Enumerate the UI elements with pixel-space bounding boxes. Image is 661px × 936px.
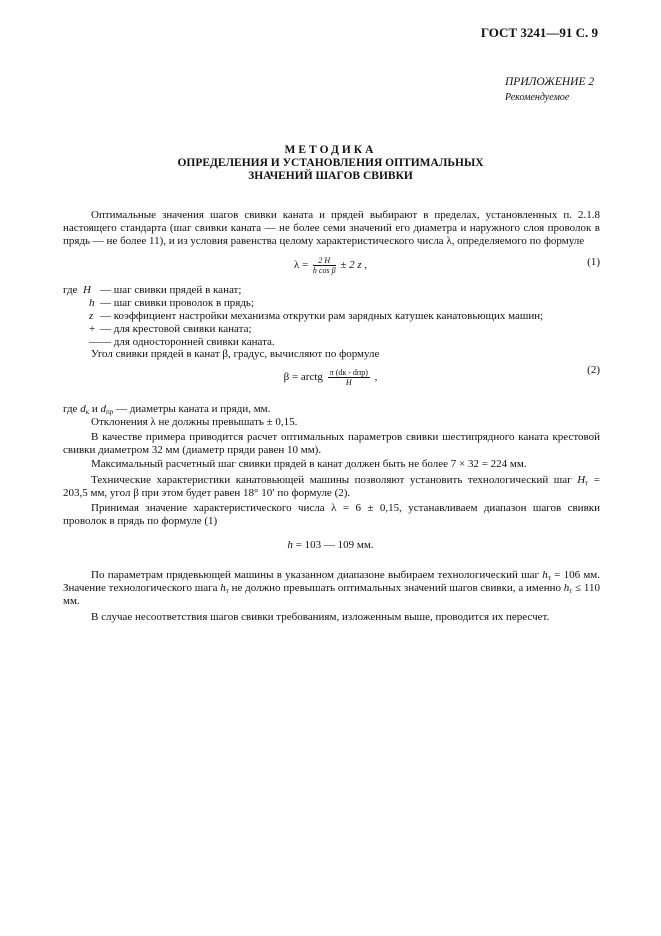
formula-2-lhs: β = arctg: [283, 371, 323, 384]
definition: — для односторонней свивки каната.: [100, 336, 275, 348]
title-line-1: МЕТОДИКА: [284, 144, 377, 156]
subscript: т: [547, 574, 551, 582]
document-reference: ГОСТ 3241—91 С. 9: [480, 25, 598, 40]
text: Технические характеристики канатовьющей машины позволяют установить технологический шаг: [91, 474, 572, 486]
formula-1-denominator: h cos β: [312, 266, 336, 275]
text: не должно превышать оптимальных значений шагов свивки, а именно: [231, 582, 561, 594]
definition: — коэффициент настройки механизма открутки рам зарядных катушек канатовьющих машин;: [100, 310, 544, 322]
paragraph-angle: Угол свивки прядей в канат β, градус, вычисляют по формуле: [91, 348, 380, 360]
subscript: т: [225, 587, 229, 595]
where-prefix: где: [63, 403, 78, 415]
symbol: d: [100, 403, 106, 415]
definition: — шаг свивки прядей в канат;: [100, 284, 242, 296]
formula-2-number: (2): [587, 364, 600, 376]
symbol: h: [287, 539, 293, 551]
formula-2-fraction: [328, 368, 370, 387]
where-item: [63, 284, 600, 297]
symbol: h: [89, 297, 95, 309]
symbol: H: [82, 284, 91, 296]
formula-1: [0, 256, 661, 275]
where-item: [63, 297, 600, 310]
title-line-2: ОПРЕДЕЛЕНИЯ И УСТАНОВЛЕНИЯ ОПТИМАЛЬНЫХ: [177, 157, 484, 169]
formula-2-denominator: H: [345, 378, 352, 387]
text: ≤ 110 мм.: [63, 582, 601, 607]
symbol: z: [89, 310, 94, 322]
symbol: —: [89, 336, 100, 348]
symbol: +: [89, 323, 96, 335]
formula-2: [0, 368, 661, 387]
symbol: h: [563, 582, 570, 594]
symbol: d: [80, 403, 86, 415]
text: = 203,5 мм, угол β при этом будет равен 18° 10′ по формуле (2).: [63, 474, 600, 499]
definition: — диаметры каната и пряди, мм.: [116, 403, 271, 415]
formula-1-fraction: [313, 256, 336, 275]
paragraph-machine: [63, 474, 600, 500]
formula-1-number: (1): [587, 256, 600, 268]
definition: — шаг свивки проволок в прядь;: [100, 297, 255, 309]
formula-2-numerator: π (dк - dпр): [329, 368, 368, 377]
appendix-label: ПРИЛОЖЕНИЕ 2: [505, 76, 595, 88]
symbol: H: [577, 474, 586, 486]
formula-1-numerator: 2 H: [313, 256, 336, 266]
where-prefix: где H: [63, 284, 91, 296]
appendix-status: Рекомендуемое: [505, 92, 570, 103]
paragraph-max-step: Максимальный расчетный шаг свивки прядей в канат должен быть не более 7 × 32 = 224 мм.: [91, 458, 527, 470]
formula-1-lhs: λ =: [293, 259, 309, 272]
where-item: [63, 323, 600, 336]
formula-2-rhs: ,: [374, 371, 378, 384]
subscript: пр: [106, 408, 114, 416]
text: = 106 мм. Значение технологического шага: [63, 569, 600, 594]
conjunction: и: [91, 403, 98, 415]
paragraph-lambda: Принимая значение характеристического числа λ = 6 ± 0,15, устанавливаем диапазон шагов свивки проволок в прядь по формуле (1): [63, 502, 600, 527]
paragraph-selection: [63, 569, 600, 608]
where-item: [63, 310, 600, 323]
paragraph-intro: Оптимальные значения шагов свивки каната и прядей выбирают в пределах, установленных п. 2.1.8 настоящего стандарта (шаг свивки каната — не более семи значений его диаметра и наружного слоя проволок в прядь — не более 11), и из условия равенства целому характеристического числа λ, определяемого по формуле: [63, 209, 600, 247]
formula-1-rhs: ± 2 z ,: [340, 259, 368, 272]
subscript: к: [85, 408, 90, 416]
formula-3-text: = 103 — 109 мм.: [295, 539, 374, 551]
paragraph-recalculation: В случае несоответствия шагов свивки требованиям, изложенным выше, проводится их пересчет.: [91, 611, 550, 623]
text: По параметрам прядевьющей машины в указанном диапазоне выбираем технологический шаг: [91, 569, 540, 581]
where-2: [63, 403, 600, 416]
paragraph-deviation: Отклонения λ не должны превышать ± 0,15.: [91, 416, 298, 428]
formula-3: [0, 539, 661, 552]
subscript: т: [569, 587, 573, 595]
title-line-3: ЗНАЧЕНИЙ ШАГОВ СВИВКИ: [248, 170, 413, 182]
symbol: h: [220, 582, 226, 594]
paragraph-example: В качестве примера приводится расчет оптимальных параметров свивки шестипрядного каната крестовой свивки диаметром 32 мм (диаметр пряди равен 10 мм).: [63, 431, 600, 456]
symbol: h: [542, 569, 548, 581]
definition: — для крестовой свивки каната;: [100, 323, 252, 335]
where-list-1: [63, 284, 600, 349]
subscript: т: [585, 479, 589, 487]
